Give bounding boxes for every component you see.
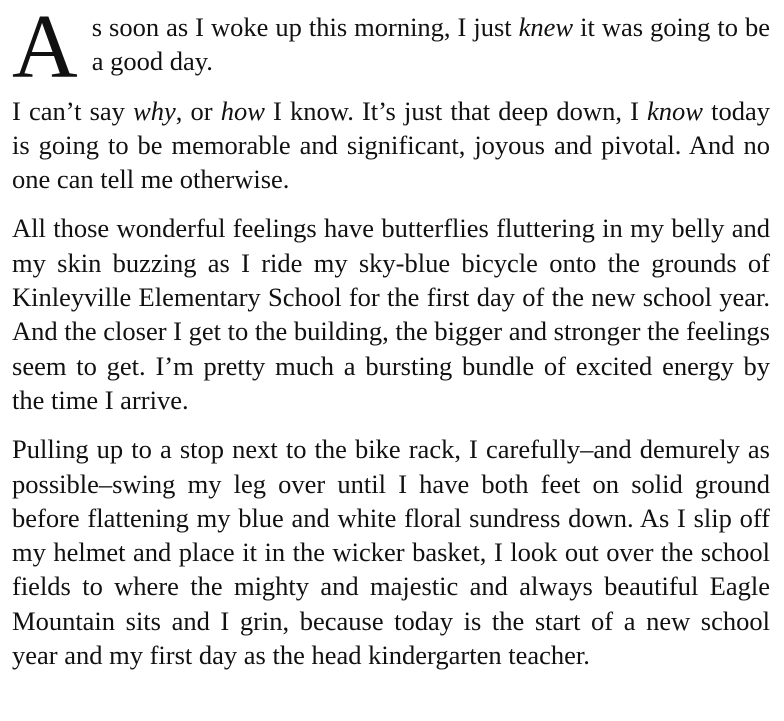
- text-segment: I can’t say: [12, 95, 134, 126]
- drop-cap: A: [12, 0, 78, 97]
- paragraph-2: [12, 94, 770, 197]
- paragraph-4: [12, 432, 770, 672]
- emphasis-text: knew: [518, 12, 574, 42]
- text-segment: s soon as I woke up this morning, I just: [91, 12, 519, 42]
- emphasis-text: how: [220, 95, 265, 126]
- paragraph-3: [12, 211, 770, 417]
- text-segment: I know. It’s just that deep down, I: [264, 95, 648, 126]
- text-segment: , or: [175, 95, 221, 126]
- paragraph-1: [12, 0, 770, 97]
- emphasis-text: why: [133, 95, 176, 126]
- text-segment: Pulling up to a stop next to the bike rack, I carefully–and demurely as possible–swing my leg over until I have both feet on solid ground before flattening my blue and white floral sundress down. As I slip off my helmet and place it in the wicker basket, I look out over the school fields to where the mighty and majestic and always beautiful Eagle Mountain sits and I grin, because today is the start of a new school year and my first day as the head kindergarten teacher.: [12, 434, 770, 671]
- text-segment: it was going to be a good day.: [91, 12, 770, 77]
- emphasis-text: know: [647, 95, 703, 126]
- text-segment: today is going to be memorable and significant, joyous and pivotal. And no one can tell me otherwise.: [12, 95, 770, 195]
- text-segment: All those wonderful feelings have butterflies fluttering in my belly and my skin buzzing as I ride my sky-blue bicycle onto the grounds of Kinleyville Elementary School for the first day of the new school year. And the closer I get to the building, the bigger and stronger the feelings seem to get. I’m pretty much a bursting bundle of excited energy by the time I arrive.: [12, 213, 770, 415]
